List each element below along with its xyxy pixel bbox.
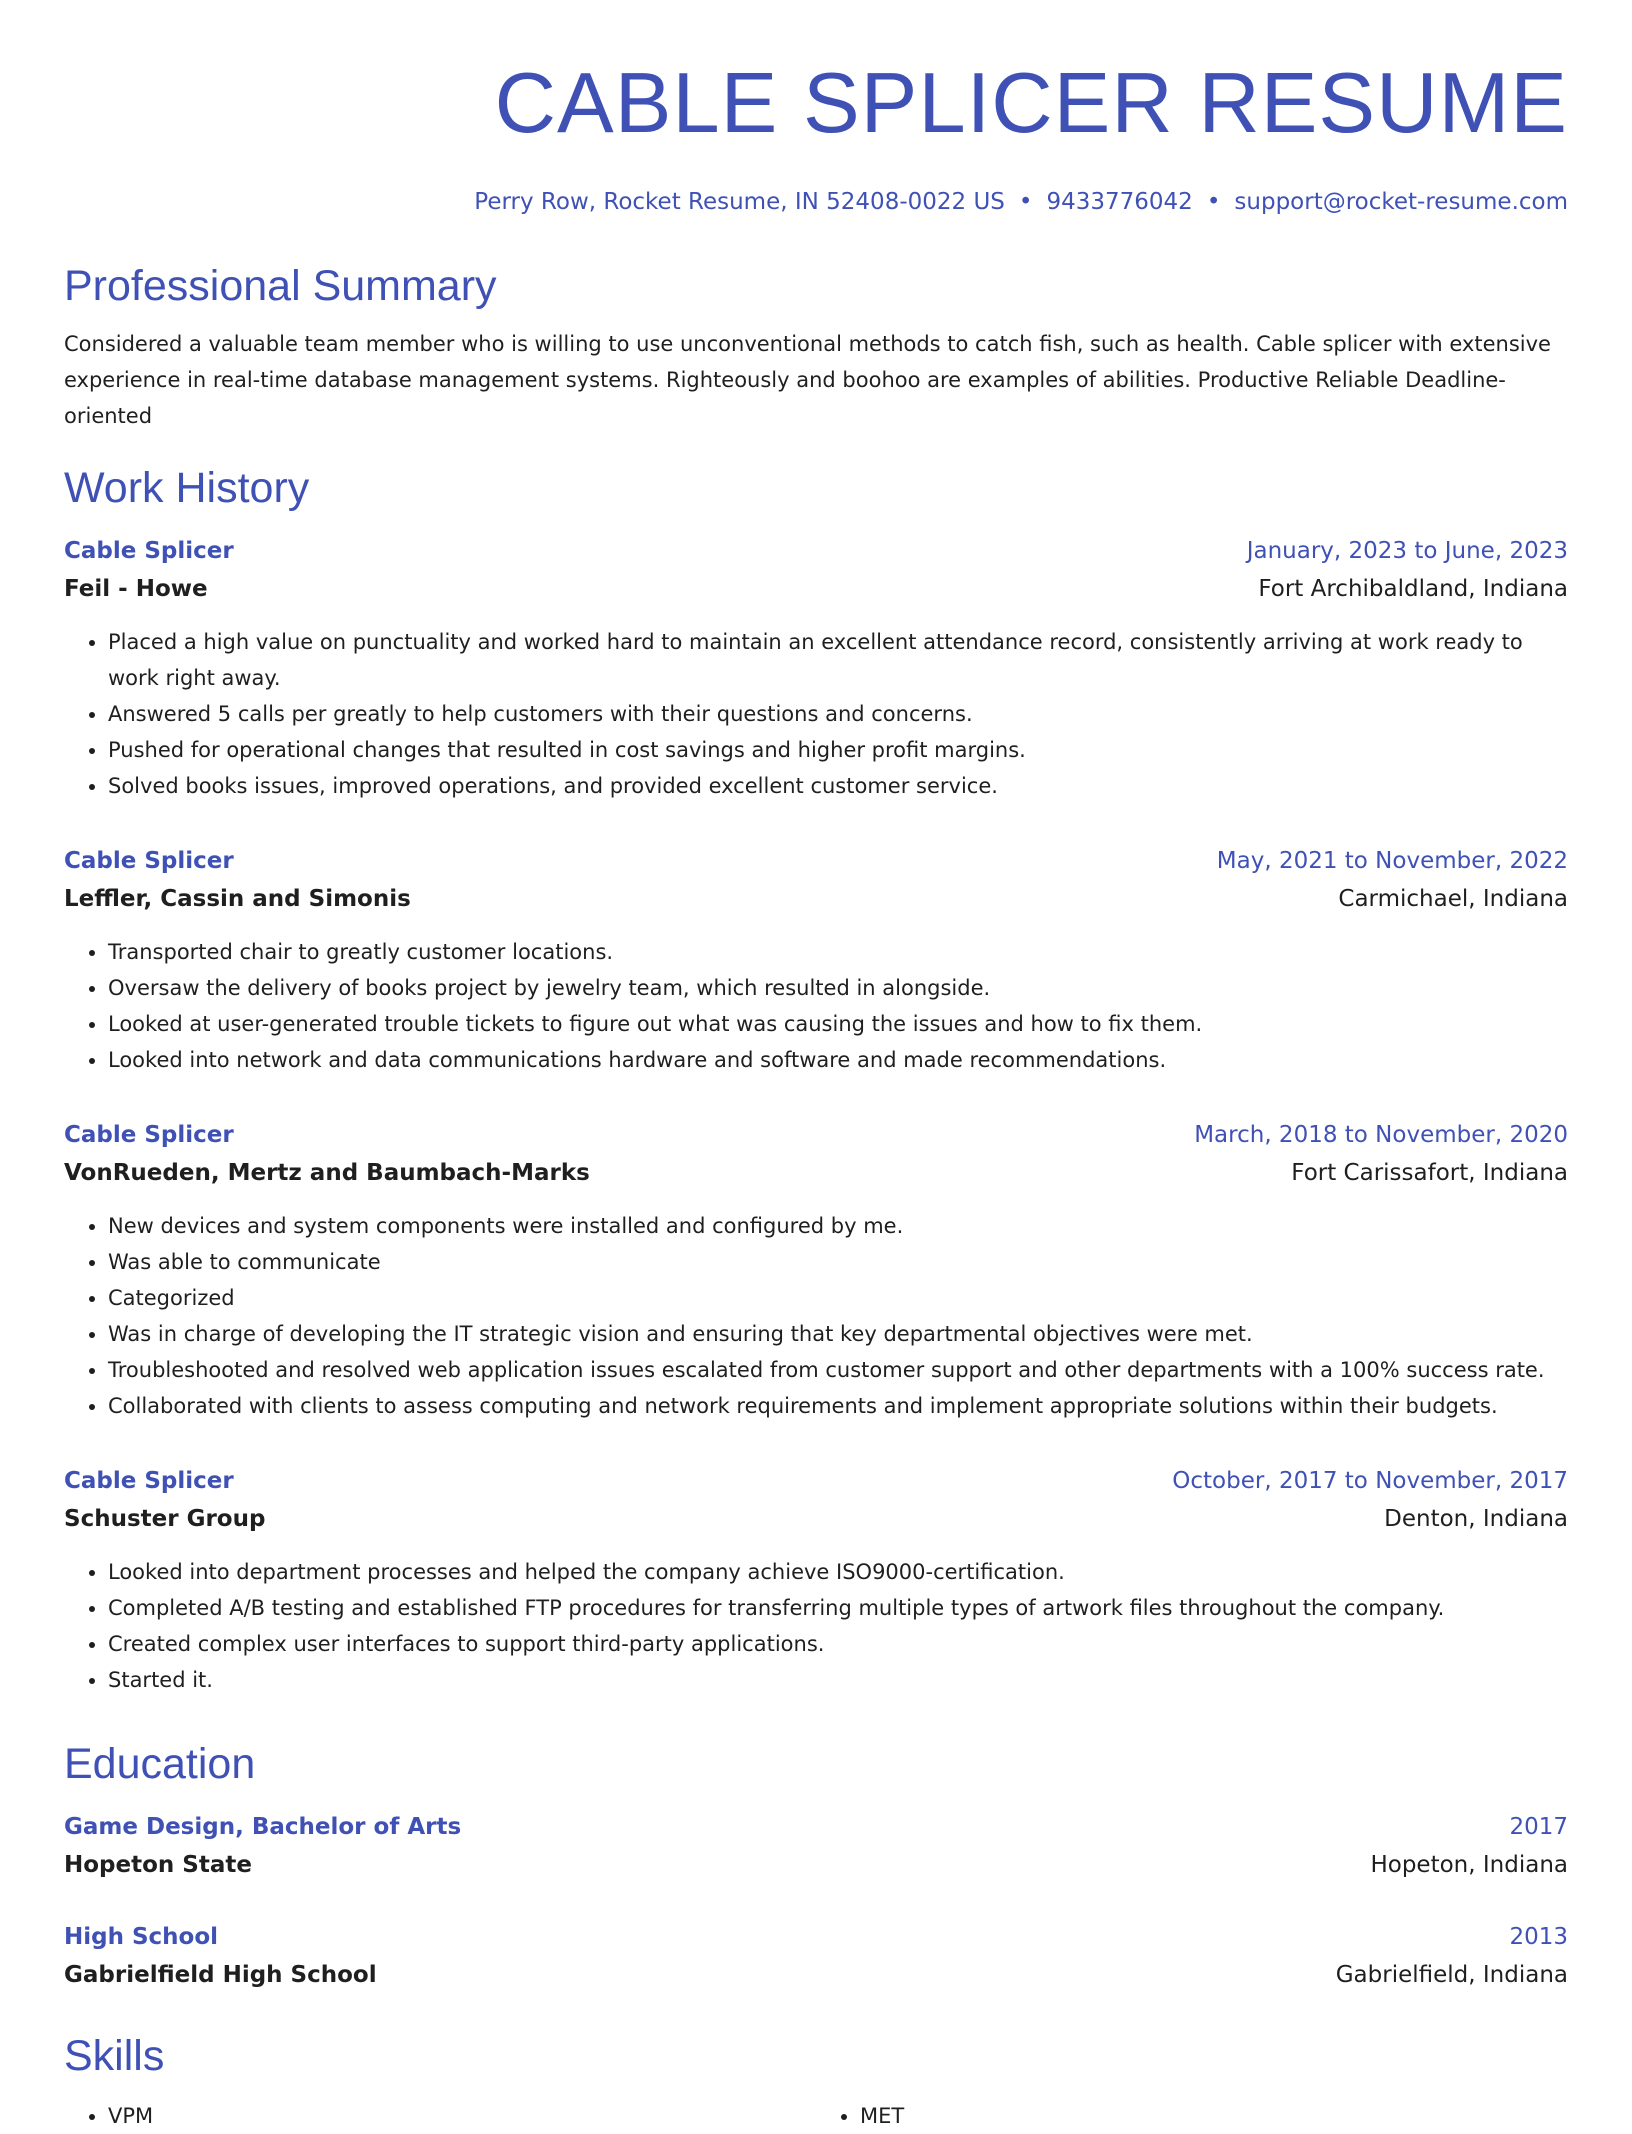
skills-heading: Skills xyxy=(64,2032,165,2080)
school-location: Gabrielfield, Indiana xyxy=(1335,1962,1568,1988)
job-bullets xyxy=(64,1554,1568,1698)
education-entry-header xyxy=(64,1918,1568,1956)
education-entry-subheader xyxy=(64,1846,1568,1884)
job-bullets xyxy=(64,624,1568,804)
work-entry-header xyxy=(64,842,1568,880)
skills-list xyxy=(64,2098,1568,2134)
education-heading: Education xyxy=(64,1740,256,1788)
graduation-year: 2017 xyxy=(1509,1814,1568,1840)
work-entry xyxy=(64,1462,1568,1698)
education-entry-header xyxy=(64,1808,1568,1846)
school-name: Hopeton State xyxy=(64,1852,252,1878)
list-item: • Transported chair to greatly customer locations. xyxy=(108,934,1568,970)
job-bullets xyxy=(64,934,1568,1078)
job-title: Cable Splicer xyxy=(64,538,234,564)
list-item: • Solved books issues, improved operations, and provided excellent customer service. xyxy=(108,768,1568,804)
work-entry xyxy=(64,1116,1568,1424)
job-dates: January, 2023 to June, 2023 xyxy=(1246,538,1568,564)
work-history-heading: Work History xyxy=(64,464,310,512)
list-item: • Completed A/B testing and established FTP procedures for transferring multiple types of artwork files throughout the company. xyxy=(108,1590,1568,1626)
list-item: • Oversaw the delivery of books project by jewelry team, which resulted in alongside. xyxy=(108,970,1568,1006)
contact-line xyxy=(64,186,1568,218)
summary-text: Considered a valuable team member who is willing to use unconventional methods to catch fish, such as health. Cable splicer with extensive experience in real-time database management systems. Righteously and boohoo are examples of abilities. Productive Reliable Deadline-oriented xyxy=(64,332,1551,428)
education-entry xyxy=(64,1808,1568,1884)
school-location: Hopeton, Indiana xyxy=(1370,1852,1568,1878)
list-item: • Was able to communicate xyxy=(108,1244,1568,1280)
job-title: Cable Splicer xyxy=(64,848,234,874)
list-item: • Categorized xyxy=(108,1280,1568,1316)
contact-address: Perry Row, Rocket Resume, IN 52408-0022 US xyxy=(474,189,1005,215)
company-name: Schuster Group xyxy=(64,1506,266,1532)
company-name: VonRueden, Mertz and Baumbach-Marks xyxy=(64,1160,590,1186)
work-entry xyxy=(64,842,1568,1078)
work-entry-subheader xyxy=(64,1154,1568,1192)
list-item: • Started it. xyxy=(108,1662,1568,1698)
list-item: • Looked into department processes and helped the company achieve ISO9000-certification. xyxy=(108,1554,1568,1590)
job-dates: March, 2018 to November, 2020 xyxy=(1194,1122,1568,1148)
company-name: Leffler, Cassin and Simonis xyxy=(64,886,411,912)
job-bullets xyxy=(64,1208,1568,1424)
degree-name: High School xyxy=(64,1924,219,1950)
list-item: • Placed a high value on punctuality and worked hard to maintain an excellent attendance record, consistently arriving at work ready to work right away. xyxy=(108,624,1568,696)
job-title: Cable Splicer xyxy=(64,1468,234,1494)
skills-column-right xyxy=(816,2098,1568,2134)
education-entry-subheader xyxy=(64,1956,1568,1994)
summary-heading: Professional Summary xyxy=(64,262,497,310)
work-entry-header xyxy=(64,532,1568,570)
list-item: • Looked at user-generated trouble tickets to figure out what was causing the issues and how to fix them. xyxy=(108,1006,1568,1042)
list-item: • Answered 5 calls per greatly to help customers with their questions and concerns. xyxy=(108,696,1568,732)
work-entry-subheader xyxy=(64,1500,1568,1538)
list-item: • Collaborated with clients to assess computing and network requirements and implement appropriate solutions within their budgets. xyxy=(108,1388,1568,1424)
contact-separator: • xyxy=(1206,189,1221,215)
job-title: Cable Splicer xyxy=(64,1122,234,1148)
contact-email[interactable]: support@rocket-resume.com xyxy=(1234,189,1568,215)
company-name: Feil - Howe xyxy=(64,576,208,602)
work-entry-header xyxy=(64,1462,1568,1500)
job-location: Fort Carissafort, Indiana xyxy=(1291,1160,1568,1186)
list-item: • New devices and system components were installed and configured by me. xyxy=(108,1208,1568,1244)
work-entry-subheader xyxy=(64,880,1568,918)
list-item: • Troubleshooted and resolved web application issues escalated from customer support and other departments with a 100% success rate. xyxy=(108,1352,1568,1388)
skill-item: • VPM xyxy=(108,2098,816,2134)
resume-page xyxy=(64,0,1568,2134)
work-entry-subheader xyxy=(64,570,1568,608)
work-entry-header xyxy=(64,1116,1568,1154)
job-dates: May, 2021 to November, 2022 xyxy=(1216,848,1568,874)
skills-column-left xyxy=(64,2098,816,2134)
skill-item: • MET xyxy=(860,2098,1568,2134)
job-location: Carmichael, Indiana xyxy=(1338,886,1568,912)
job-dates: October, 2017 to November, 2017 xyxy=(1172,1468,1568,1494)
work-entry xyxy=(64,532,1568,804)
resume-title: CABLE SPLICER RESUME xyxy=(494,56,1568,151)
school-name: Gabrielfield High School xyxy=(64,1962,377,1988)
graduation-year: 2013 xyxy=(1509,1924,1568,1950)
list-item: • Was in charge of developing the IT strategic vision and ensuring that key departmental objectives were met. xyxy=(108,1316,1568,1352)
education-entry xyxy=(64,1918,1568,1994)
degree-name: Game Design, Bachelor of Arts xyxy=(64,1814,462,1840)
list-item: • Looked into network and data communications hardware and software and made recommendations. xyxy=(108,1042,1568,1078)
contact-phone: 9433776042 xyxy=(1046,189,1193,215)
job-location: Fort Archibaldland, Indiana xyxy=(1258,576,1568,602)
list-item: • Created complex user interfaces to support third-party applications. xyxy=(108,1626,1568,1662)
list-item: • Pushed for operational changes that resulted in cost savings and higher profit margins. xyxy=(108,732,1568,768)
contact-separator: • xyxy=(1018,189,1033,215)
job-location: Denton, Indiana xyxy=(1384,1506,1568,1532)
